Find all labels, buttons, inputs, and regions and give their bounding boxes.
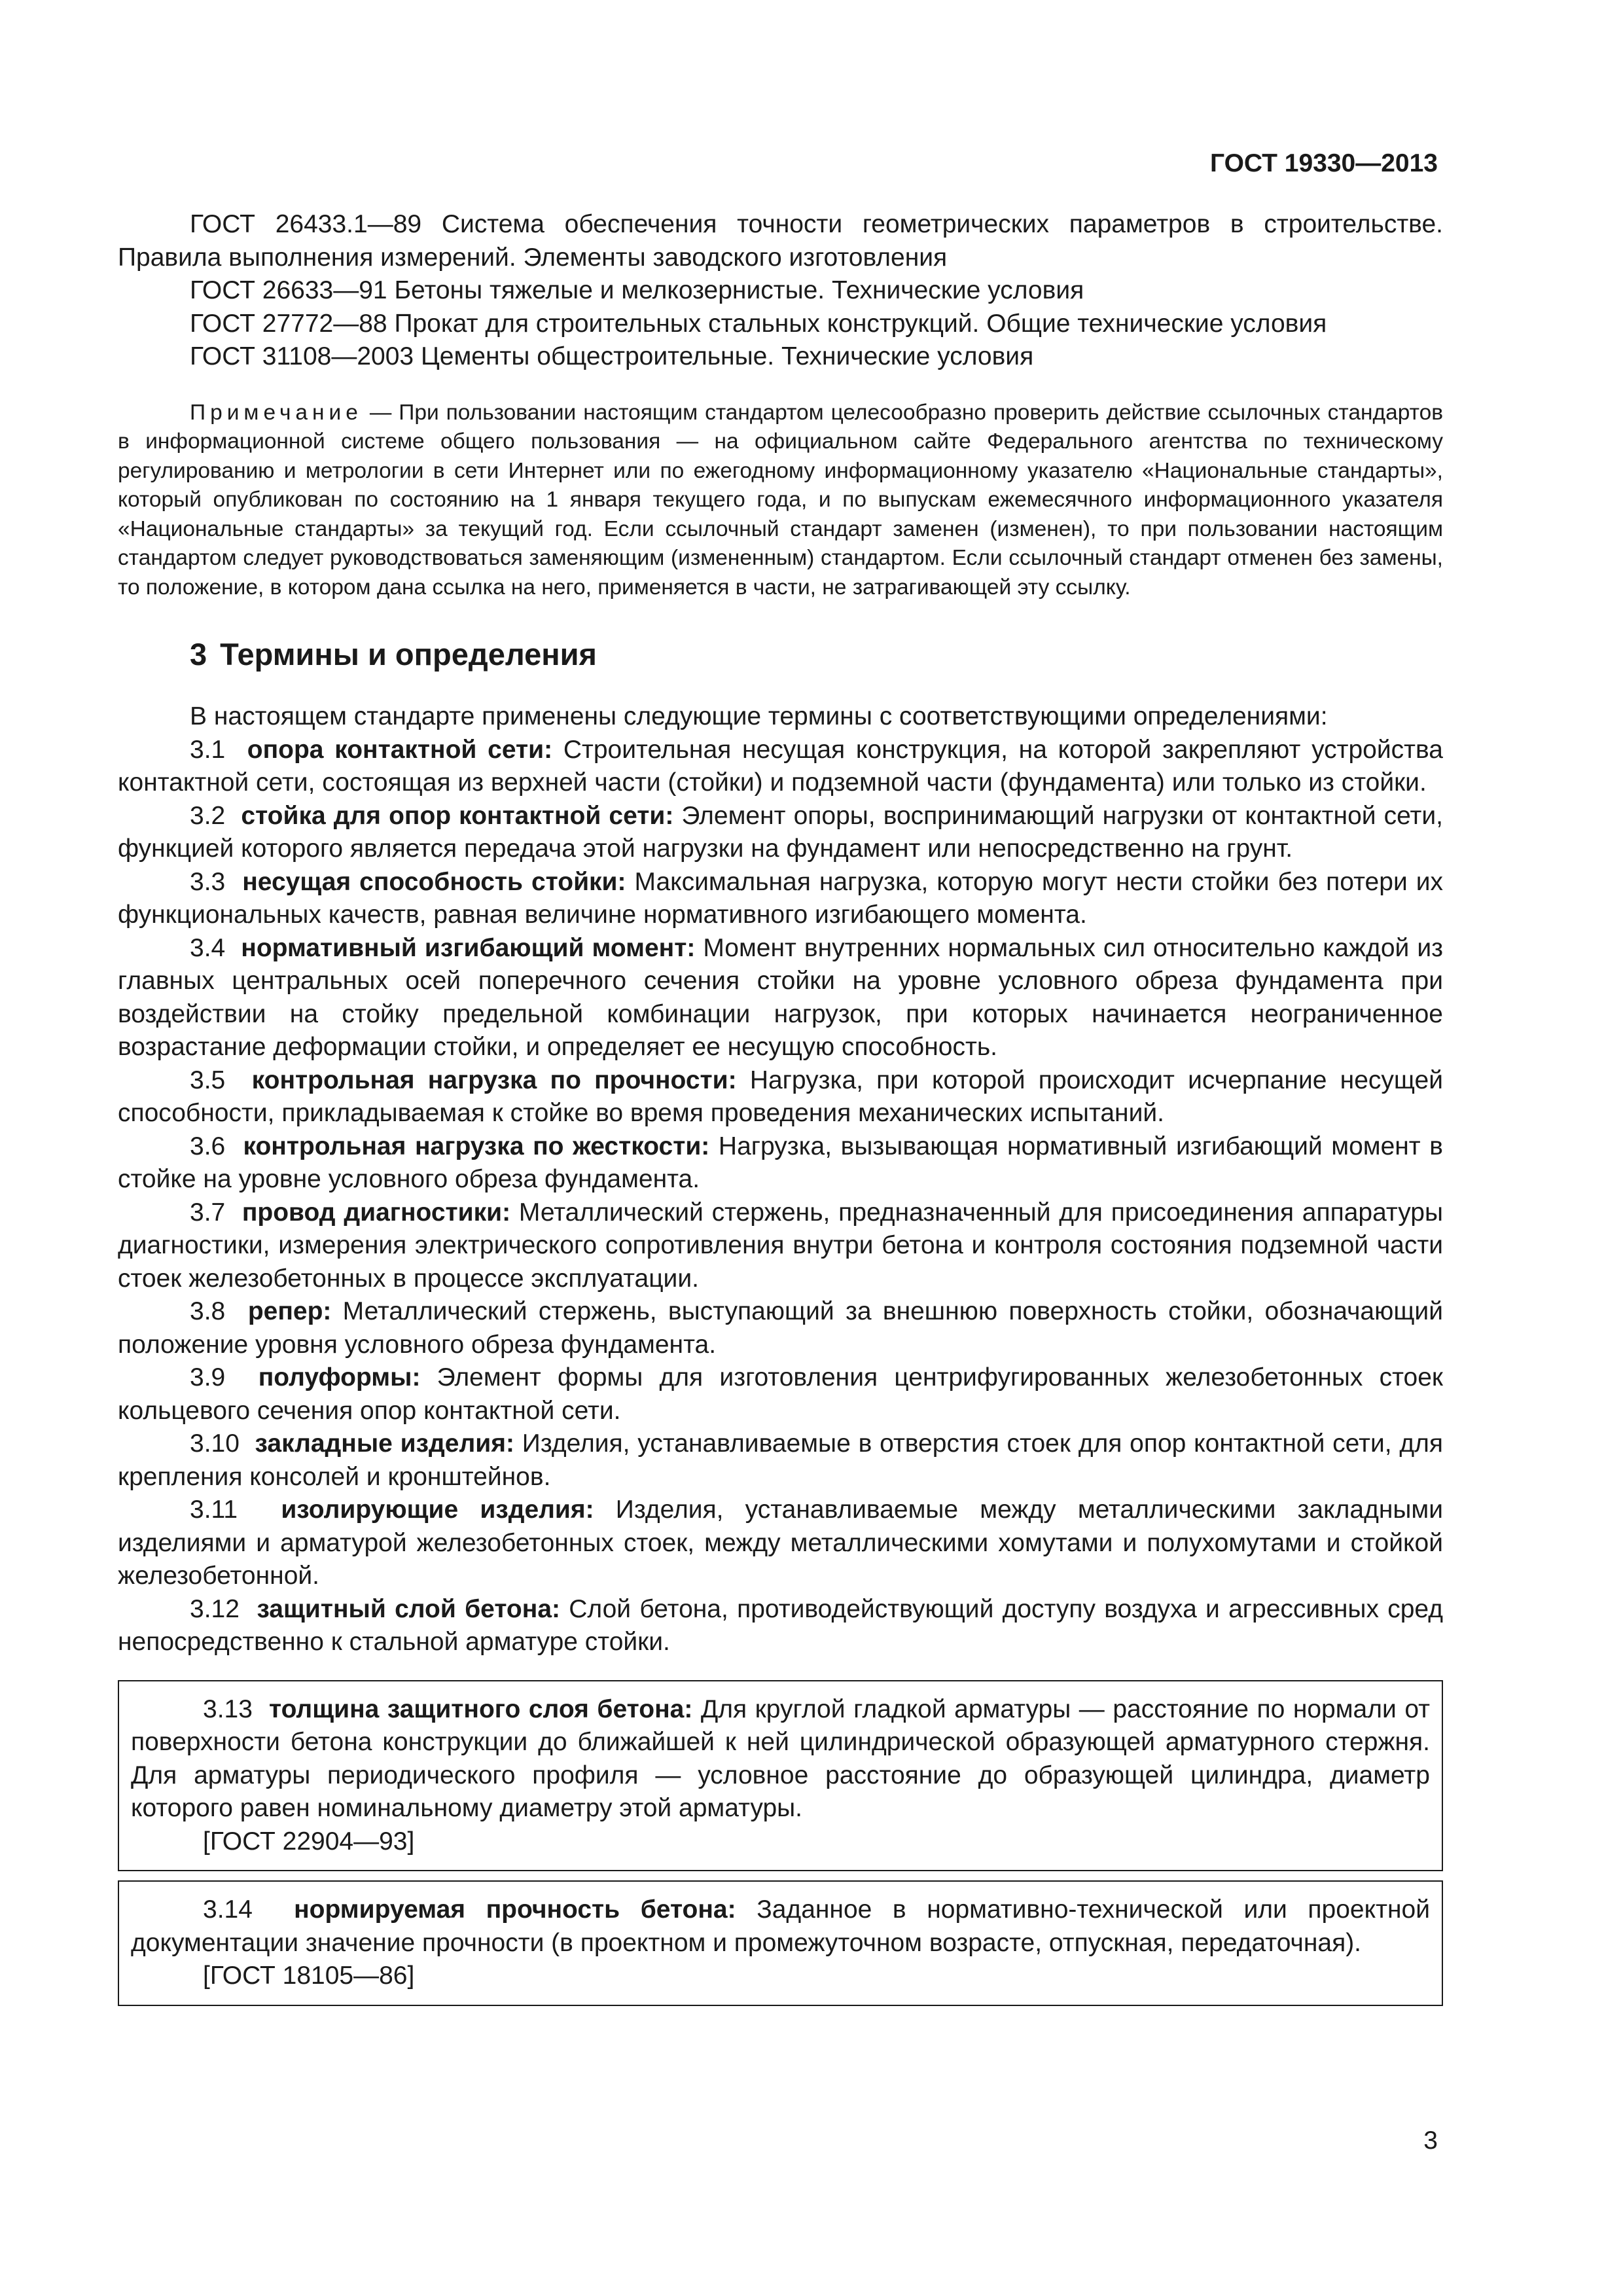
term-number: 3.10	[190, 1429, 240, 1458]
term-number: 3.3	[190, 867, 226, 896]
note-label: Примечание	[190, 400, 363, 425]
term-definition: Максимальная нагрузка, которую могут нести стойки без потери их функциональных качеств, равная величине нормативного изгибающего момента.	[118, 867, 1444, 929]
term-entry	[131, 1693, 1430, 1825]
term-definition: Изделия, устанавливаемые между металлическими закладными изделиями и арматурой железобетонных стоек, между металлическими хомутами и полухомутами и стойкой железобетонной.	[118, 1496, 1443, 1590]
terms-list	[118, 734, 1443, 1659]
note-text: — При пользовании настоящим стандартом целесообразно проверить действие ссылочных стандартов в информационной системе общего пользования — на официальном сайте Федерального агентства по техническому регулированию и метрологии в сети Интернет или по ежегодному информационному указателю «Национальные стандарты», который опубликован по состоянию на 1 января текущего года, и по выпускам ежемесячного информационного указателя «Национальные стандарты» за текущий год. Если ссылочный стандарт заменен (изменен), то при пользовании настоящим стандартом следует руководствоваться заменяющим (измененным) стандартом. Если ссылочный стандарт отменен без замены, то положение, в котором дана ссылка на него, применяется в части, не затрагивающей эту ссылку.	[118, 400, 1443, 600]
term-number: 3.6	[190, 1132, 226, 1160]
term-number: 3.12	[190, 1594, 240, 1623]
term-number: 3.5	[190, 1066, 226, 1094]
term-entry	[118, 734, 1443, 800]
term-number: 3.7	[190, 1198, 226, 1227]
term-definition: Элемент опоры, воспринимающий нагрузки от контактной сети, функцией которого является передача этой нагрузки на фундамент или непосредственно на грунт.	[118, 801, 1444, 863]
document-header: ГОСТ 19330—2013	[1210, 149, 1438, 177]
term-definition: Металлический стержень, выступающий за внешнюю поверхность стойки, обозначающий положение уровня условного обреза фундамента.	[118, 1297, 1443, 1359]
reference-item: ГОСТ 27772—88 Прокат для строительных стальных конструкций. Общие технические условия	[190, 309, 1327, 338]
term-number: 3.4	[190, 933, 226, 962]
term-entry	[131, 1893, 1430, 1960]
term-name: провод диагностики:	[241, 1198, 511, 1227]
term-entry	[118, 1361, 1443, 1427]
term-name: изолирующие изделия:	[281, 1496, 594, 1524]
term-definition: Элемент формы для изготовления центрифугированных железобетонных стоек кольцевого сечения опор контактной сети.	[118, 1363, 1443, 1425]
term-definition: Нагрузка, при которой происходит исчерпание несущей способности, прикладываемая к стойке во время проведения механических испытаний.	[118, 1066, 1444, 1127]
term-entry	[118, 1295, 1443, 1361]
term-name: нормируемая прочность бетона:	[294, 1895, 736, 1924]
term-name: полуформы:	[258, 1363, 421, 1391]
term-definition: Заданное в нормативно-технической или проектной документации значение прочности (в проектном и промежуточном возрасте, отпускная, передаточная).	[131, 1895, 1430, 1957]
term-entry	[118, 1427, 1443, 1494]
term-entry	[118, 1593, 1443, 1659]
term-entry	[118, 1130, 1443, 1196]
term-number: 3.11	[190, 1496, 238, 1524]
term-number: 3.1	[190, 735, 226, 764]
page-number: 3	[1423, 2126, 1438, 2155]
page-content	[118, 208, 1443, 2006]
term-number: 3.9	[190, 1363, 226, 1391]
term-definition: Для круглой гладкой арматуры — расстояние по нормали от поверхности бетона конструкции до ближайшей к ней цилиндрической образующей арматурного стержня. Для арматуры периодического профиля — условное расстояние до образующей цилиндра, диаметр которого равен номинальному диаметру этой арматуры.	[131, 1695, 1431, 1822]
note	[118, 399, 1443, 603]
term-name: опора контактной сети:	[247, 735, 553, 764]
term-name: стойка для опор контактной сети:	[241, 801, 674, 830]
section-intro: В настоящем стандарте применены следующие термины с соответствующими определениями:	[190, 702, 1328, 730]
term-source: [ГОСТ 22904—93]	[203, 1827, 415, 1856]
term-definition: Нагрузка, вызывающая нормативный изгибающий момент в стойке на уровне условного обреза фундамента.	[118, 1132, 1443, 1193]
section-heading	[190, 635, 1443, 674]
term-name: нормативный изгибающий момент:	[241, 933, 696, 962]
term-name: контрольная нагрузка по прочности:	[251, 1066, 737, 1094]
term-entry	[118, 800, 1443, 866]
term-definition: Металлический стержень, предназначенный для присоединения аппаратуры диагностики, измерения электрического сопротивления внутри бетона и контроля состояния подземной части стоек железобетонных в процессе эксплуатации.	[118, 1198, 1444, 1293]
term-name: контрольная нагрузка по жесткости:	[243, 1132, 710, 1160]
term-number: 3.8	[190, 1297, 226, 1325]
term-number: 3.2	[190, 801, 226, 830]
term-name: защитный слой бетона:	[257, 1594, 560, 1623]
term-number: 3.13	[203, 1695, 253, 1723]
reference-item: ГОСТ 26433.1—89 Система обеспечения точности геометрических параметров в строительстве. Правила выполнения измерений. Элементы заводского изготовления	[118, 210, 1443, 272]
boxed-term-3-14	[118, 1880, 1443, 2006]
term-entry	[118, 1196, 1443, 1296]
term-number: 3.14	[203, 1895, 253, 1924]
section-number: 3	[190, 637, 207, 672]
term-name: репер:	[247, 1297, 332, 1325]
term-name: толщина защитного слоя бетона:	[268, 1695, 693, 1723]
term-definition: Изделия, устанавливаемые в отверстия стоек для опор контактной сети, для крепления консолей и кронштейнов.	[118, 1429, 1444, 1491]
reference-item: ГОСТ 31108—2003 Цементы общестроительные. Технические условия	[190, 342, 1034, 370]
term-definition: Строительная несущая конструкция, на которой закрепляют устройства контактной сети, состоящая из верхней части (стойки) и подземной части (фундамента) или только из стойки.	[118, 735, 1443, 797]
term-entry	[118, 1064, 1443, 1130]
term-source: [ГОСТ 18105—86]	[203, 1962, 415, 1990]
reference-item: ГОСТ 26633—91 Бетоны тяжелые и мелкозернистые. Технические условия	[190, 276, 1084, 304]
term-name: закладные изделия:	[255, 1429, 514, 1458]
term-entry	[118, 866, 1443, 932]
term-name: несущая способность стойки:	[242, 867, 626, 896]
boxed-term-3-13	[118, 1680, 1443, 1872]
term-definition: Момент внутренних нормальных сил относительно каждой из главных центральных осей поперечного сечения стойки на уровне условного обреза фундамента при воздействии на стойку предельной комбинации нагрузок, при которых начинается неограниченное возрастание деформации стойки, и определяет ее несущую способность.	[118, 933, 1443, 1061]
term-entry	[118, 932, 1443, 1064]
references-list	[118, 208, 1443, 374]
term-definition: Слой бетона, противодействующий доступу воздуха и агрессивных сред непосредственно к стальной арматуре стойки.	[118, 1594, 1444, 1656]
section-title: Термины и определения	[220, 637, 597, 672]
term-entry	[118, 1494, 1443, 1593]
